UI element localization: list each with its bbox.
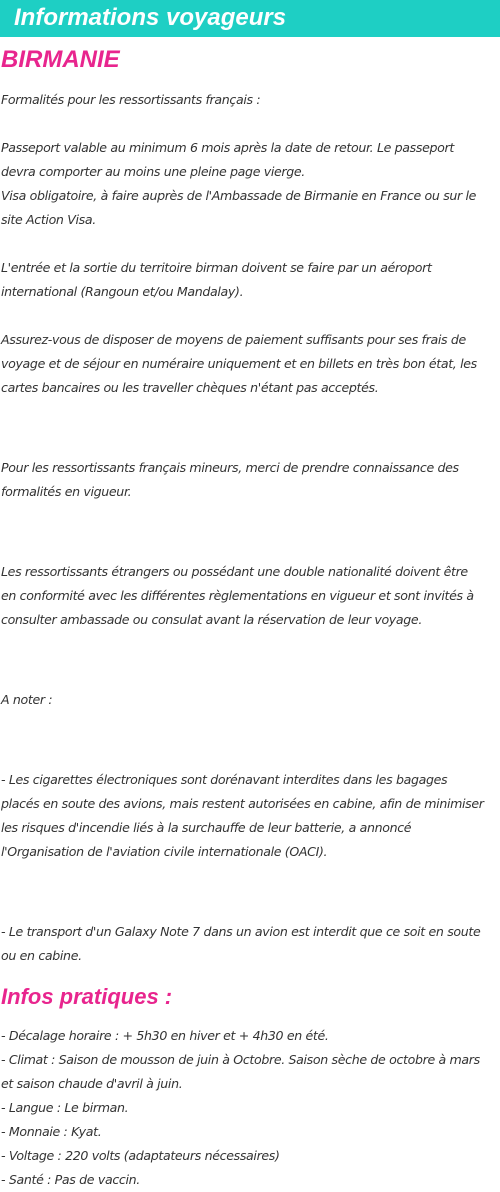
- list-item: - Langue : Le birman.: [1, 1100, 129, 1115]
- ecigarette-paragraph: [1, 768, 499, 864]
- infos-pratiques-list: [1, 1024, 499, 1192]
- payment-paragraph: [1, 328, 499, 400]
- text-line: Assurez-vous de disposer de moyens de paiement suffisants pour ses frais de: [1, 332, 466, 347]
- foreigners-paragraph: [1, 560, 499, 632]
- text-line: - Les cigarettes électroniques sont dorénavant interdites dans les bagages: [1, 772, 448, 787]
- note-label: [1, 688, 499, 712]
- text-line: L'entrée et la sortie du territoire birman doivent se faire par un aéroport: [1, 260, 432, 275]
- passport-paragraph: [1, 136, 499, 232]
- list-item: - Voltage : 220 volts (adaptateurs nécessaires): [1, 1148, 280, 1163]
- formalites-intro: [1, 88, 499, 112]
- text-line: A noter :: [1, 692, 53, 707]
- list-item: - Monnaie : Kyat.: [1, 1124, 102, 1139]
- country-title: BIRMANIE: [1, 46, 120, 73]
- minors-paragraph: [1, 456, 499, 504]
- text-line: Visa obligatoire, à faire auprès de l'Ambassade de Birmanie en France ou sur le: [1, 188, 477, 203]
- text-line: site Action Visa.: [1, 212, 96, 227]
- text-line: formalités en vigueur.: [1, 484, 132, 499]
- entry-paragraph: [1, 256, 499, 304]
- text-line: Passeport valable au minimum 6 mois après la date de retour. Le passeport: [1, 140, 454, 155]
- text-line: Formalités pour les ressortissants français :: [1, 92, 261, 107]
- text-line: cartes bancaires ou les traveller chèques n'étant pas acceptés.: [1, 380, 379, 395]
- infos-pratiques-title: Infos pratiques :: [1, 984, 173, 1009]
- list-item: et saison chaude d'avril à juin.: [1, 1076, 183, 1091]
- text-line: placés en soute des avions, mais restent autorisées en cabine, afin de minimiser: [1, 796, 484, 811]
- list-item: - Décalage horaire : + 5h30 en hiver et + 4h30 en été.: [1, 1028, 329, 1043]
- text-line: Pour les ressortissants français mineurs, merci de prendre connaissance des: [1, 460, 459, 475]
- text-line: international (Rangoun et/ou Mandalay).: [1, 284, 244, 299]
- page-title: Informations voyageurs: [14, 4, 287, 31]
- list-item: - Climat : Saison de mousson de juin à Octobre. Saison sèche de octobre à mars: [1, 1052, 480, 1067]
- text-line: devra comporter au moins une pleine page vierge.: [1, 164, 305, 179]
- list-item: - Santé : Pas de vaccin.: [1, 1172, 140, 1187]
- text-line: consulter ambassade ou consulat avant la réservation de leur voyage.: [1, 612, 422, 627]
- text-line: Les ressortissants étrangers ou possédant une double nationalité doivent être: [1, 564, 468, 579]
- text-line: l'Organisation de l'aviation civile internationale (OACI).: [1, 844, 328, 859]
- text-line: ou en cabine.: [1, 948, 82, 963]
- header-bar: [0, 0, 500, 37]
- text-line: voyage et de séjour en numéraire uniquement et en billets en très bon état, les: [1, 356, 477, 371]
- text-line: - Le transport d'un Galaxy Note 7 dans un avion est interdit que ce soit en soute: [1, 924, 481, 939]
- text-line: en conformité avec les différentes règlementations en vigueur et sont invités à: [1, 588, 474, 603]
- text-line: les risques d'incendie liés à la surchauffe de leur batterie, a annoncé: [1, 820, 412, 835]
- galaxy-note-paragraph: [1, 920, 499, 968]
